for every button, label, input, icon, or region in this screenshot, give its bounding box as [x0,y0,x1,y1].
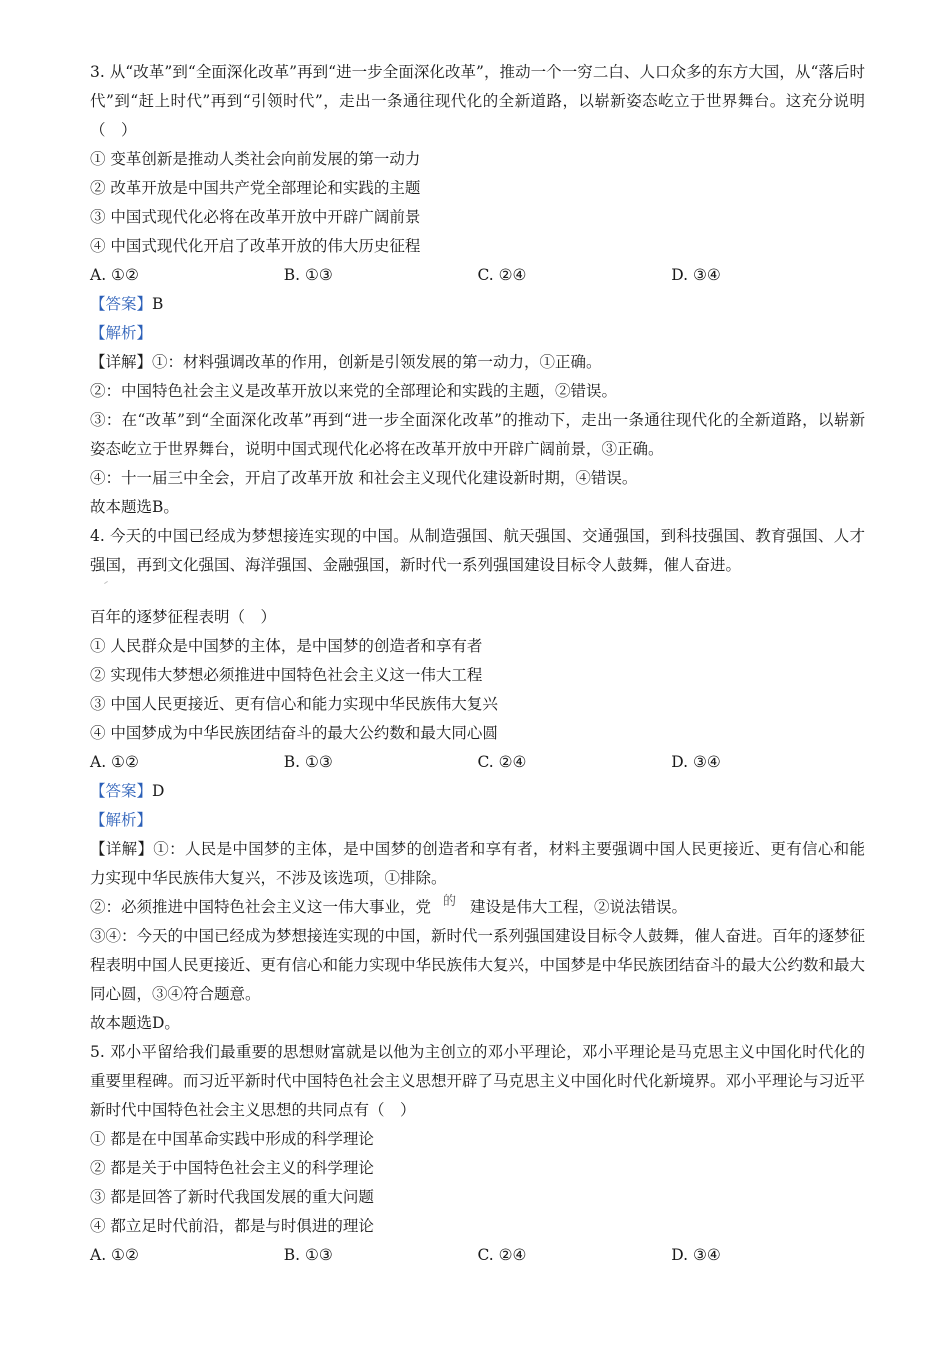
answer-tag: 【答案】 [90,782,153,800]
statement-item: ① 都是在中国革命实践中形成的科学理论 [90,1130,374,1148]
answer-options [90,261,865,290]
option-b: B. ①③ [283,753,333,771]
question-3 [90,58,865,522]
statement-item: ② 实现伟大梦想必须推进中国特色社会主义这一伟大工程 [90,666,483,684]
detail-text: 建设是伟大工程，②说法错误。 [470,898,688,916]
detail-tag: 【详解】 [90,353,153,371]
detail-paragraph [90,348,865,377]
raised-character: 的 [443,894,457,909]
detail-paragraph: ②：中国特色社会主义是改革开放以来党的全部理论和实践的主题，②错误。 [90,382,618,400]
statement-item: ④ 中国梦成为中华民族团结奋斗的最大公约数和最大同心圆 [90,724,498,742]
answer-value: D [152,782,165,800]
statement-item: ① 变革创新是推动人类社会向前发展的第一动力 [90,150,421,168]
option-b: B. ①③ [283,266,333,284]
document-page [90,58,865,1270]
detail-text: ①：材料强调改革的作用，创新是引领发展的第一动力，①正确。 [152,353,602,371]
answer-line [90,290,865,319]
question-5 [90,1038,865,1270]
analysis-tag: 【解析】 [90,324,153,342]
option-a: A. ①② [90,1246,139,1264]
analysis-tag: 【解析】 [90,811,153,829]
option-c: C. ②④ [477,1246,527,1264]
statement-item: ④ 都立足时代前沿，都是与时俱进的理论 [90,1217,374,1235]
option-d: D. ③④ [671,753,721,771]
question-4 [90,522,865,1038]
option-c: C. ②④ [477,266,527,284]
option-c: C. ②④ [477,753,527,771]
answer-line [90,777,865,806]
conclusion: 故本题选B。 [90,498,179,516]
spacer [90,580,865,603]
statement-item: ② 都是关于中国特色社会主义的科学理论 [90,1159,374,1177]
statement-item: ② 改革开放是中国共产党全部理论和实践的主题 [90,179,421,197]
question-stem-continued: 百年的逐梦征程表明（ ） [90,608,277,626]
option-b: B. ①③ [283,1246,333,1264]
analysis-heading [90,806,865,835]
question-stem: 4. 今天的中国已经成为梦想接连实现的中国。从制造强国、航天强国、交通强国，到科技强国、教育强国、人才强国，再到文化强国、海洋强国、金融强国，新时代一系列强国建设目标令人鼓舞，催人奋进。 [90,527,865,574]
detail-paragraph [90,835,865,893]
answer-options [90,748,865,777]
option-a: A. ①② [90,753,139,771]
question-stem: 5. 邓小平留给我们最重要的思想财富就是以他为主创立的邓小平理论，邓小平理论是马克思主义中国化时代化的重要里程碑。而习近平新时代中国特色社会主义思想开辟了马克思主义中国化时代化新境界。邓小平理论与习近平新时代中国特色社会主义思想的共同点有（ ） [90,1043,866,1119]
analysis-heading [90,319,865,348]
statement-item: ③ 中国人民更接近、更有信心和能力实现中华民族伟大复兴 [90,695,498,713]
statement-item: ④ 中国式现代化开启了改革开放的伟大历史征程 [90,237,421,255]
detail-paragraph: ④：十一届三中全会，开启了改革开放 和社会主义现代化建设新时期，④错误。 [90,469,638,487]
answer-tag: 【答案】 [90,295,153,313]
detail-text: ①：人民是中国梦的主体，是中国梦的创造者和享有者，材料主要强调中国人民更接近、更有信心和能力实现中华民族伟大复兴，不涉及该选项，①排除。 [90,840,865,887]
option-a: A. ①② [90,266,139,284]
answer-options [90,1241,865,1270]
option-d: D. ③④ [671,1246,721,1264]
option-d: D. ③④ [671,266,721,284]
scan-mark [104,581,108,584]
detail-paragraph: ③：在“改革”到“全面深化改革”再到“进一步全面深化改革”的推动下，走出一条通往现代化的全新道路，以崭新姿态屹立于世界舞台，说明中国式现代化必将在改革开放中开辟广阔前景，③正确。 [90,411,865,458]
conclusion: 故本题选D。 [90,1014,180,1032]
answer-value: B [152,295,164,313]
statement-item: ③ 都是回答了新时代我国发展的重大问题 [90,1188,374,1206]
statement-item: ① 人民群众是中国梦的主体，是中国梦的创造者和享有者 [90,637,483,655]
detail-tag: 【详解】 [90,840,154,858]
detail-paragraph [90,893,865,922]
detail-paragraph: ③④：今天的中国已经成为梦想接连实现的中国，新时代一系列强国建设目标令人鼓舞，催人奋进。百年的逐梦征程表明中国人民更接近、更有信心和能力实现中华民族伟大复兴，中国梦是中华民族团结奋斗的最大公约数和最大同心圆，③④符合题意。 [90,927,866,1003]
question-stem: 3. 从“改革”到“全面深化改革”再到“进一步全面深化改革”，推动一个一穷二白、人口众多的东方大国，从“落后时代”到“赶上时代”再到“引领时代”，走出一条通往现代化的全新道路，以崭新姿态屹立于世界舞台。这充分说明（ ） [90,63,865,139]
statement-item: ③ 中国式现代化必将在改革开放中开辟广阔前景 [90,208,421,226]
detail-text: ②：必须推进中国特色社会主义这一伟大事业，党 [90,898,432,916]
